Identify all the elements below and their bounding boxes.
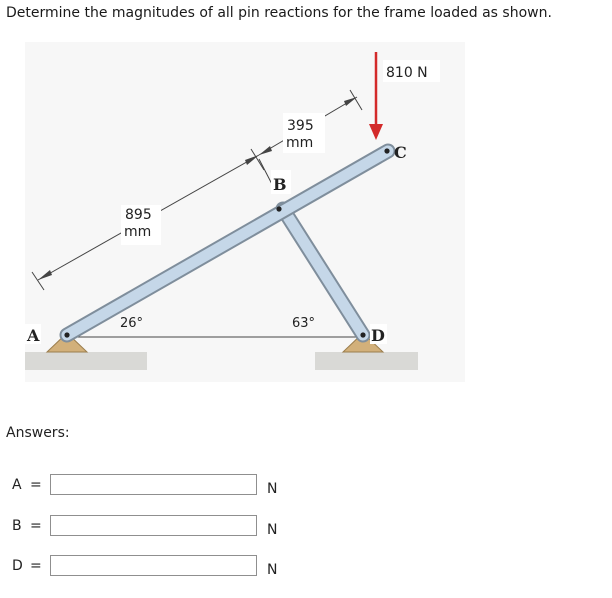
pin-b <box>276 206 281 211</box>
ground-a <box>25 352 147 370</box>
answer-eq-b: = <box>30 518 42 534</box>
answer-eq-d: = <box>30 558 42 574</box>
answer-var-b: B <box>12 518 22 534</box>
dim-lower-unit: mm <box>124 224 152 240</box>
answer-unit-b: N <box>267 522 278 538</box>
answer-unit-a: N <box>267 481 278 497</box>
point-b-label: B <box>273 175 287 194</box>
ground-d <box>315 352 418 370</box>
pin-c <box>384 148 389 153</box>
answer-var-a: A <box>12 477 22 493</box>
answer-input-b[interactable] <box>50 515 257 536</box>
figure-background <box>25 42 465 382</box>
answer-row-b <box>0 515 300 539</box>
angle-a-label: 26° <box>120 316 144 331</box>
answer-row-a <box>0 474 300 498</box>
answer-input-a[interactable] <box>50 474 257 495</box>
dim-lower-value: 895 <box>125 207 152 223</box>
answer-eq-a: = <box>30 477 42 493</box>
point-c-label: C <box>394 143 407 162</box>
dim-upper-unit: mm <box>286 135 314 151</box>
load-label: 810 N <box>386 65 428 81</box>
angle-d-label: 63° <box>292 316 316 331</box>
answers-heading: Answers: <box>6 425 70 441</box>
point-d-label: D <box>371 326 385 345</box>
answer-input-d[interactable] <box>50 555 257 576</box>
answer-var-d: D <box>12 558 23 574</box>
pin-d <box>360 332 365 337</box>
question-text: Determine the magnitudes of all pin reactions for the frame loaded as shown. <box>6 5 552 21</box>
answer-row-d <box>0 555 300 579</box>
point-a-label: A <box>27 326 40 345</box>
dim-upper-value: 395 <box>287 118 314 134</box>
answer-unit-d: N <box>267 562 278 578</box>
pin-a <box>64 332 69 337</box>
